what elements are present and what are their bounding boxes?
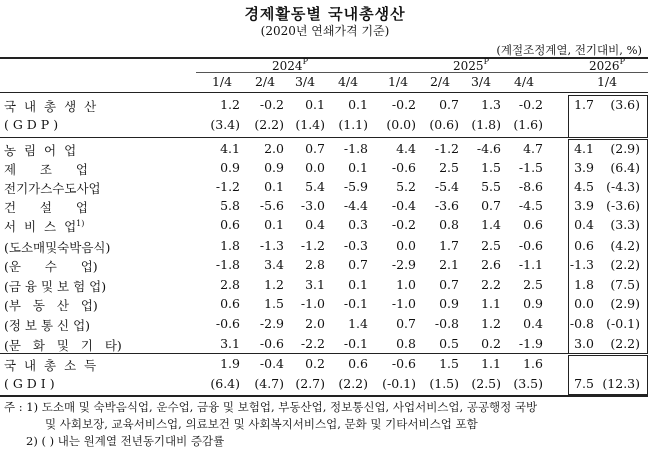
yoy-cell: (2.9) [610, 141, 640, 156]
table-cell: (2.2) [338, 376, 368, 391]
yoy-cell: (-3.6) [606, 198, 640, 213]
table-cell: -0.2 [391, 217, 416, 232]
table-cell: 0.0 [396, 238, 416, 253]
gdi-2026-box [568, 355, 648, 395]
table-cell: 0.1 [348, 277, 368, 292]
yoy-cell: (7.5) [610, 277, 640, 292]
row-label: 농 림 어 업 [4, 143, 77, 158]
table-bottom-border [0, 395, 648, 397]
page-title: 경제활동별 국내총생산 [244, 5, 406, 23]
table-cell: 0.1 [348, 160, 368, 175]
table-cell: 1.0 [396, 277, 416, 292]
table-cell: -0.6 [259, 336, 284, 351]
gdp-2026-box [568, 95, 648, 138]
yoy-cell: (12.3) [602, 376, 640, 391]
table-cell: -3.0 [300, 198, 325, 213]
table-cell: (1.8) [471, 117, 501, 132]
table-cell: 3.1 [305, 277, 325, 292]
table-cell: (2.5) [471, 376, 501, 391]
year-underline [196, 72, 648, 73]
quarter-header: 1/4 [211, 74, 233, 89]
table-cell: -4.4 [343, 198, 368, 213]
row-label: 제 조 업 [4, 162, 88, 177]
table-cell: 4.1 [574, 141, 594, 156]
table-cell: 0.5 [439, 336, 459, 351]
row-label: 전기가스수도사업 [4, 181, 101, 196]
row-label: (도소매및숙박음식) [4, 240, 111, 255]
row-label: (운 수 업) [4, 259, 98, 274]
table-cell: -1.2 [215, 179, 240, 194]
table-cell: -0.2 [391, 97, 416, 112]
table-cell: -2.9 [391, 257, 416, 272]
table-cell: 0.8 [396, 336, 416, 351]
table-cell: -0.1 [343, 296, 368, 311]
table-cell: 0.6 [574, 238, 594, 253]
row-label: (문 화 및 기 타) [4, 338, 122, 353]
table-cell: 0.6 [220, 296, 240, 311]
table-cell: -0.1 [343, 336, 368, 351]
table-cell: 0.4 [574, 217, 594, 232]
table-cell: -1.5 [518, 160, 543, 175]
year-header-2026: $2026^P$ [589, 57, 625, 73]
table-cell: (1.5) [429, 376, 459, 391]
gdp-row-border [0, 137, 648, 138]
table-cell: -1.8 [343, 141, 368, 156]
table-cell: 1.1 [481, 356, 501, 371]
footnote-1-cont: 및 사회보장, 교육서비스업, 의료보건 및 사회복지서비스업, 문화 및 기타서비스업 포함 [45, 417, 478, 431]
footnote-2: 2) ( ) 내는 원계열 전년동기대비 증감률 [26, 434, 225, 448]
table-cell: 2.0 [305, 316, 325, 331]
yoy-cell: (2.9) [610, 296, 640, 311]
yoy-cell: (-0.1) [606, 316, 640, 331]
table-cell: 1.5 [481, 160, 501, 175]
table-cell: 0.1 [264, 217, 284, 232]
table-cell: 3.9 [574, 198, 594, 213]
row-label: 서 비 스 업$^{1)}$ [4, 218, 85, 234]
table-cell: -0.6 [391, 356, 416, 371]
table-cell: 2.8 [305, 257, 325, 272]
table-cell: 0.1 [348, 97, 368, 112]
table-cell: -0.2 [518, 97, 543, 112]
table-cell: 2.0 [264, 141, 284, 156]
table-cell: (2.7) [295, 376, 325, 391]
table-cell: 0.4 [305, 217, 325, 232]
table-cell: 3.0 [574, 336, 594, 351]
yoy-cell: (6.4) [610, 160, 640, 175]
table-cell: (4.7) [254, 376, 284, 391]
table-cell: 1.2 [264, 277, 284, 292]
table-cell: 0.6 [523, 217, 543, 232]
table-cell: -1.9 [518, 336, 543, 351]
table-cell: 0.6 [220, 217, 240, 232]
quarter-header: 1/4 [596, 74, 618, 89]
table-cell: (-0.1) [382, 376, 416, 391]
table-cell: -2.2 [300, 336, 325, 351]
row-label: (정 보 통 신 업) [4, 318, 91, 333]
row-label: 국 내 총 생 산 [4, 99, 97, 114]
year-header-2025: $2025^P$ [453, 57, 489, 73]
table-cell: 1.7 [439, 238, 459, 253]
table-cell: -1.0 [391, 296, 416, 311]
quarter-header: 4/4 [513, 74, 535, 89]
table-cell: 5.8 [220, 198, 240, 213]
table-cell: 4.5 [574, 179, 594, 194]
table-cell: 0.7 [305, 141, 325, 156]
row-label: ( G D I ) [4, 376, 55, 391]
table-cell: 0.7 [439, 97, 459, 112]
table-cell: -5.6 [259, 198, 284, 213]
table-cell: 1.8 [574, 277, 594, 292]
table-cell: 0.0 [574, 296, 594, 311]
table-cell: -4.5 [518, 198, 543, 213]
table-cell: 5.5 [481, 179, 501, 194]
table-cell: -5.4 [434, 179, 459, 194]
table-cell: -8.6 [518, 179, 543, 194]
row-label: 국 내 총 소 득 [4, 358, 97, 373]
table-cell: 5.4 [305, 179, 325, 194]
table-cell: 5.2 [396, 179, 416, 194]
table-cell: -0.2 [259, 97, 284, 112]
row-label: (부 동 산 업) [4, 298, 98, 313]
header-bottom-border [0, 92, 648, 93]
table-cell: 1.7 [574, 97, 594, 112]
table-cell: 1.4 [481, 217, 501, 232]
table-cell: 1.9 [220, 356, 240, 371]
table-cell: -4.6 [476, 141, 501, 156]
table-cell: -0.3 [343, 238, 368, 253]
yoy-cell: (3.6) [610, 97, 640, 112]
table-cell: -0.8 [569, 316, 594, 331]
table-cell: 2.8 [220, 277, 240, 292]
quarter-header: 3/4 [470, 74, 492, 89]
table-cell: (1.1) [338, 117, 368, 132]
row-label: ( G D P ) [4, 117, 59, 132]
table-cell: (1.4) [295, 117, 325, 132]
table-cell: 0.3 [348, 217, 368, 232]
table-cell: 2.5 [439, 160, 459, 175]
table-cell: 3.1 [220, 336, 240, 351]
table-cell: (6.4) [210, 376, 240, 391]
table-cell: 2.5 [481, 238, 501, 253]
table-cell: 4.4 [396, 141, 416, 156]
table-cell: 3.9 [574, 160, 594, 175]
table-cell: 4.7 [523, 141, 543, 156]
table-cell: 1.6 [523, 356, 543, 371]
table-cell: (0.6) [429, 117, 459, 132]
quarter-header: 1/4 [387, 74, 409, 89]
yoy-cell: (-4.3) [606, 179, 640, 194]
page-subtitle: (2020년 연쇄가격 기준) [260, 24, 390, 38]
table-cell: 7.5 [574, 376, 594, 391]
table-cell: -1.2 [300, 238, 325, 253]
year-header-2024: $2024^P$ [272, 57, 308, 73]
table-cell: 2.1 [439, 257, 459, 272]
table-cell: 0.7 [481, 198, 501, 213]
table-cell: 0.4 [523, 316, 543, 331]
quarter-header: 4/4 [337, 74, 359, 89]
table-cell: 1.2 [481, 316, 501, 331]
table-cell: -1.3 [259, 238, 284, 253]
table-cell: 0.9 [264, 160, 284, 175]
table-cell: -3.6 [434, 198, 459, 213]
table-cell: -0.6 [391, 160, 416, 175]
table-cell: 4.1 [220, 141, 240, 156]
table-cell: (1.6) [513, 117, 543, 132]
table-cell: 1.2 [220, 97, 240, 112]
table-cell: -1.3 [569, 257, 594, 272]
table-cell: (3.4) [210, 117, 240, 132]
table-cell: (0.0) [386, 117, 416, 132]
quarter-header: 2/4 [429, 74, 451, 89]
table-cell: 0.2 [481, 336, 501, 351]
table-cell: -1.0 [300, 296, 325, 311]
table-cell: 0.0 [305, 160, 325, 175]
table-cell: 1.8 [220, 238, 240, 253]
gdi-row-top-border [0, 353, 648, 354]
table-cell: 1.5 [264, 296, 284, 311]
unit-note: (계절조정계열, 전기대비, %) [496, 43, 642, 57]
table-cell: -1.2 [434, 141, 459, 156]
table-cell: 3.4 [264, 257, 284, 272]
table-cell: 0.9 [523, 296, 543, 311]
table-cell: 1.3 [481, 97, 501, 112]
row-label: 건 설 업 [4, 200, 88, 215]
table-cell: 0.1 [264, 179, 284, 194]
table-cell: 2.6 [481, 257, 501, 272]
yoy-cell: (4.2) [610, 238, 640, 253]
industry-2026-box [568, 139, 648, 354]
table-cell: -5.9 [343, 179, 368, 194]
yoy-cell: (3.3) [610, 217, 640, 232]
table-cell: 0.9 [439, 296, 459, 311]
table-cell: -0.6 [215, 316, 240, 331]
table-cell: 0.7 [348, 257, 368, 272]
table-cell: -0.4 [391, 198, 416, 213]
table-cell: 0.7 [396, 316, 416, 331]
table-cell: 0.2 [305, 356, 325, 371]
table-cell: (3.5) [513, 376, 543, 391]
table-cell: 0.6 [348, 356, 368, 371]
table-cell: 0.1 [305, 97, 325, 112]
quarter-header: 3/4 [294, 74, 316, 89]
table-cell: 1.1 [481, 296, 501, 311]
table-cell: 0.7 [439, 277, 459, 292]
table-cell: -0.8 [434, 316, 459, 331]
yoy-cell: (2.2) [610, 257, 640, 272]
table-cell: -1.8 [215, 257, 240, 272]
table-cell: 0.8 [439, 217, 459, 232]
table-cell: -0.6 [518, 238, 543, 253]
table-cell: -1.1 [518, 257, 543, 272]
yoy-cell: (2.2) [610, 336, 640, 351]
table-cell: 2.2 [481, 277, 501, 292]
table-cell: 0.9 [220, 160, 240, 175]
table-cell: 2.5 [523, 277, 543, 292]
footnote-1: 주 : 1) 도소매 및 숙박음식업, 운수업, 금융 및 보험업, 부동산업, 정보통신업, 사업서비스업, 공공행정 국방 [4, 400, 538, 414]
table-cell: 1.4 [348, 316, 368, 331]
row-label: (금 융 및 보 험 업) [4, 279, 107, 294]
quarter-header: 2/4 [254, 74, 276, 89]
table-cell: -0.4 [259, 356, 284, 371]
table-cell: -2.9 [259, 316, 284, 331]
table-cell: (2.2) [254, 117, 284, 132]
table-cell: 1.5 [439, 356, 459, 371]
